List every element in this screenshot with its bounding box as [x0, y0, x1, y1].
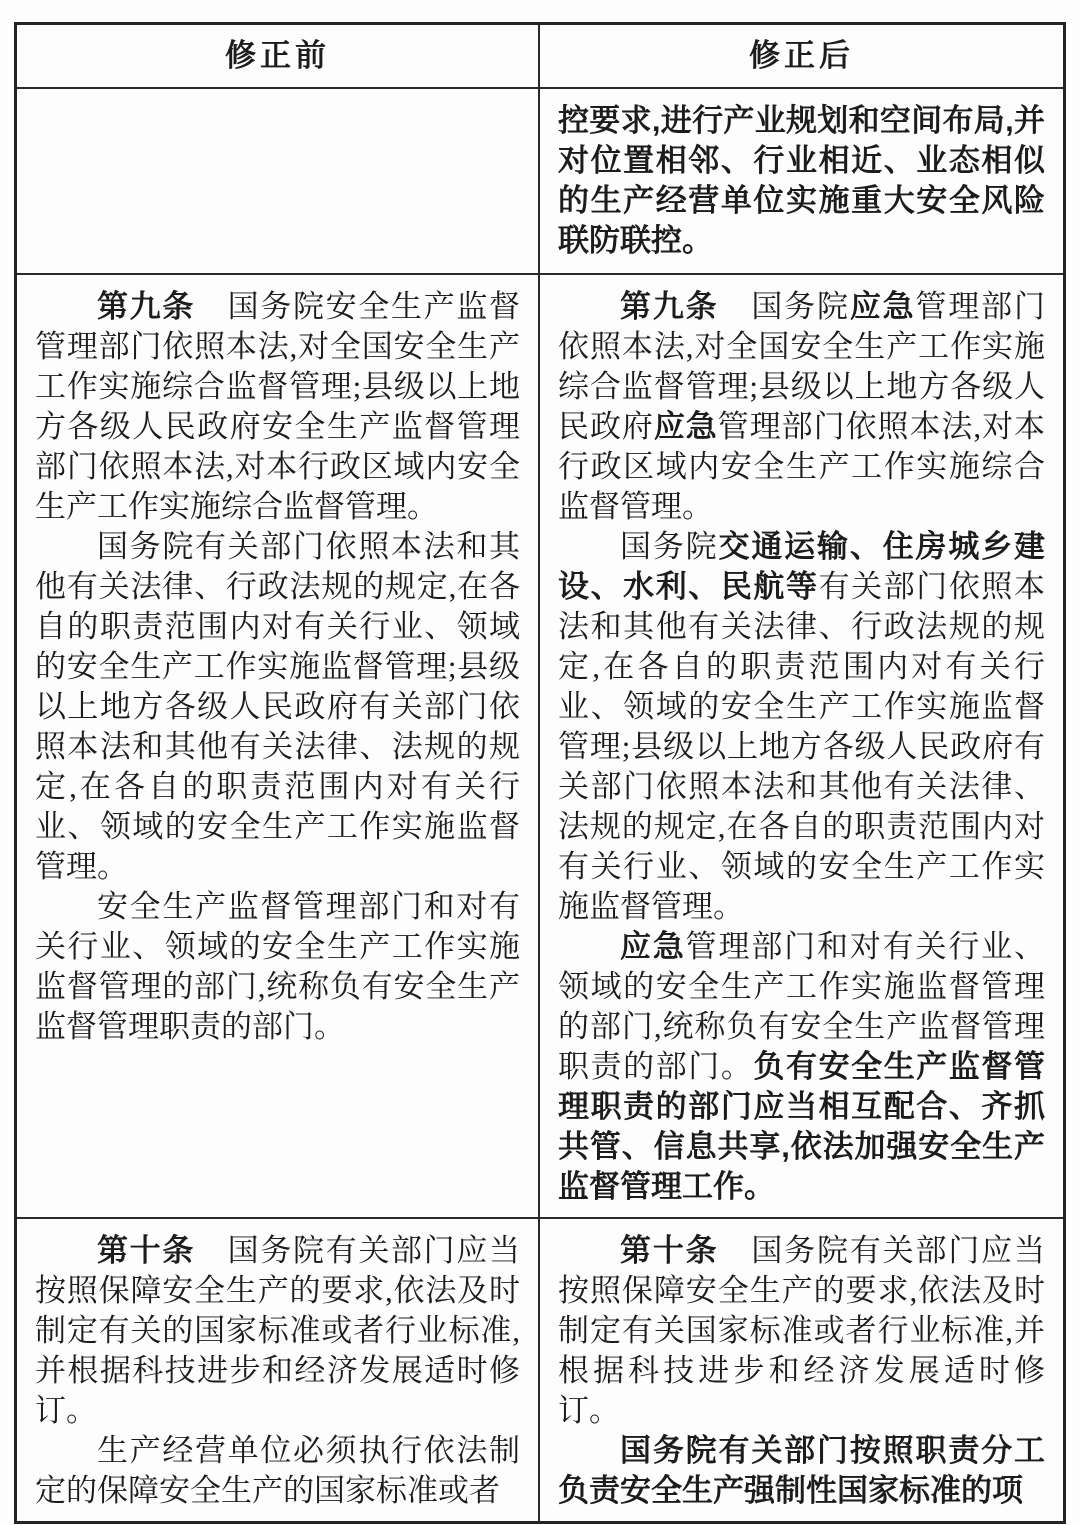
text-run: 国务院有关部门应当按照保障安全生产的要求,依法及时制定有关的国家标准或者行业标准,并根据科技进步和经济发展适时修订。 [35, 1233, 520, 1428]
paragraph [558, 927, 1045, 1207]
column-header-before: 修正前 [17, 25, 540, 89]
cell-before-continuation [17, 89, 540, 275]
emphasized-text-run: 应急 [653, 409, 718, 444]
emphasized-text-run: 负有安全生产监督管理职责的部门应当相互配合、齐抓共管、信息共享,依法加强安全生产监督管理工作。 [558, 1049, 1046, 1204]
text-run: 国务院安全生产监督管理部门依照本法,对全国安全生产工作实施综合监督管理;县级以上地方各级人民政府安全生产监督管理部门依照本法,对本行政区域内安全生产工作实施综合监督管理。 [35, 289, 520, 524]
text-run: 国务院 [620, 529, 719, 564]
text-run: 安全生产监督管理部门和对有关行业、领域的安全生产工作实施监督管理的部门,统称负有安全生产监督管理职责的部门。 [35, 889, 520, 1044]
emphasized-text-run: 第十条 [97, 1233, 195, 1268]
paragraph [558, 287, 1045, 527]
amendment-comparison-table [14, 22, 1066, 1524]
paragraph [35, 1231, 520, 1431]
paragraph [558, 527, 1045, 927]
emphasized-text-run: 第九条 [620, 289, 719, 324]
emphasized-text-run: 应急 [849, 289, 916, 324]
emphasized-text-run: 应急 [620, 929, 686, 964]
text-run: 管理部门依照本法,对本行政区域内安全生产工作实施综合监督管理。 [558, 409, 1046, 524]
paragraph [35, 1431, 520, 1511]
text-run: 国务院有关部门应当按照保障安全生产的要求,依法及时制定有关国家标准或者行业标准,并根据科技进步和经济发展适时修订。 [558, 1233, 1045, 1428]
text-run: 管理部门依照本法,对全国安全生产工作实施综合监督管理;县级以上地方各级人民政府 [558, 289, 1046, 444]
text-run: 国务院 [718, 289, 850, 324]
cell-after-continuation [540, 89, 1063, 275]
text-run: 有关部门依照本法和其他有关法律、行政法规的规定,在各自的职责范围内对有关行业、领域的安全生产工作实施监督管理;县级以上地方各级人民政府有关部门依照本法和其他有关法律、法规的规定,在各自的职责范围内对有关行业、领域的安全生产工作实施监督管理。 [558, 569, 1046, 924]
text-run: 生产经营单位必须执行依法制定的保障安全生产的国家标准或者 [35, 1433, 520, 1508]
cell-before-article-10 [17, 1219, 540, 1521]
emphasized-text-run: 国务院有关部门按照职责分工负责安全生产强制性国家标准的项 [558, 1433, 1045, 1508]
cell-after-article-9 [540, 275, 1063, 1219]
paragraph [35, 527, 520, 887]
cell-after-article-10 [540, 1219, 1063, 1521]
paragraph [35, 887, 520, 1047]
text-run: 国务院有关部门依照本法和其他有关法律、行政法规的规定,在各自的职责范围内对有关行业、领域的安全生产工作实施监督管理;县级以上地方各级人民政府有关部门依照本法和其他有关法律、法规的规定,在各自的职责范围内对有关行业、领域的安全生产工作实施监督管理。 [35, 529, 520, 884]
emphasized-text-run: 交通运输、住房城乡建设、水利、民航等 [558, 529, 1045, 604]
column-header-after: 修正后 [540, 25, 1063, 89]
cell-before-article-9 [17, 275, 540, 1219]
emphasized-text-run: 第九条 [97, 289, 195, 324]
paragraph [558, 1231, 1045, 1431]
emphasized-text-run: 第十条 [620, 1233, 719, 1268]
text-run: 管理部门和对有关行业、领域的安全生产工作实施监督管理的部门,统称负有安全生产监督管理职责的部门。 [558, 929, 1046, 1084]
paragraph [35, 287, 520, 527]
emphasized-text-run: 控要求,进行产业规划和空间布局,并对位置相邻、行业相近、业态相似的生产经营单位实施重大安全风险联防联控。 [558, 103, 1045, 258]
paragraph [558, 1431, 1045, 1511]
paragraph [558, 101, 1045, 261]
